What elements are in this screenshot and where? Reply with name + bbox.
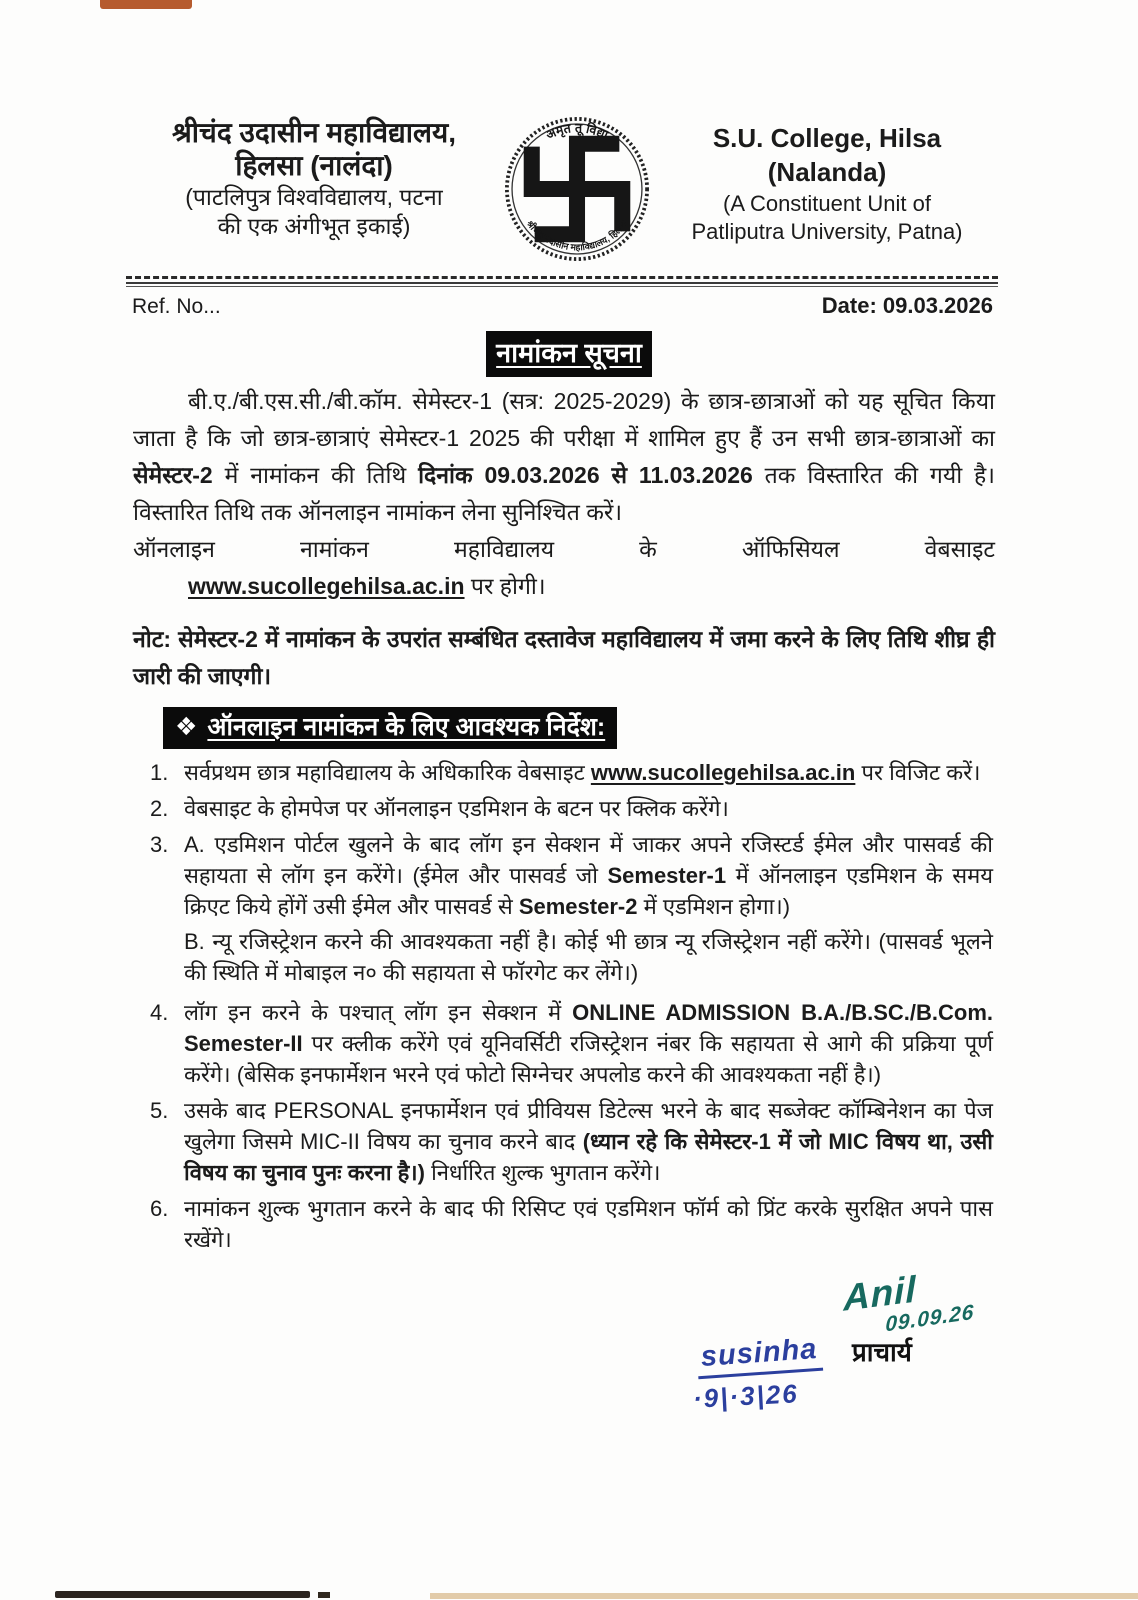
swastika-icon	[532, 144, 623, 235]
section-heading-row	[163, 707, 995, 749]
intro-text-1: बी.ए./बी.एस.सी./बी.कॉम. सेमेस्टर-1 (सत्र: 2025-2029) के छात्र-छात्राओं को यह सूचित किया जाता है कि जो छात्र-छात्राएं सेमेस्टर-1 2025 की परीक्षा में शामिल हुए हैं उन सभी छात्र-छात्राओं का	[133, 388, 995, 451]
college-name-english-block	[656, 116, 998, 247]
list-item-1	[150, 757, 993, 788]
principal-title: प्राचार्य	[852, 1337, 912, 1367]
item-number: 1.	[150, 760, 169, 785]
college-name-hindi: श्रीचंद उदासीन महाविद्यालय,	[171, 117, 457, 148]
letterhead	[130, 116, 998, 262]
item-body	[184, 1095, 993, 1188]
college-seal-svg	[504, 116, 650, 262]
item-3-part-a	[184, 829, 993, 922]
signature-zone	[0, 1265, 1138, 1455]
principal-signature-date: 09.09.26	[885, 1300, 975, 1337]
date-label: Date: 09.03.2026	[821, 293, 993, 318]
item-text: लॉग इन करने के पश्चात् लॉग इन सेक्शन में	[184, 1000, 573, 1025]
list-item-5	[150, 1095, 993, 1188]
college-location-english: (Nalanda)	[767, 156, 887, 187]
list-item-2	[150, 793, 993, 824]
ref-no-label: Ref. No...	[132, 295, 221, 318]
principal-signature: Anil	[842, 1268, 917, 1319]
item-number: 6.	[150, 1196, 169, 1221]
section-heading-box	[163, 707, 617, 749]
scan-artifact-bottom-dot	[318, 1592, 330, 1598]
notice-title: नामांकन सूचना	[486, 331, 652, 377]
section-heading-text: ऑनलाइन नामांकन के लिए आवश्यक निर्देश:	[207, 713, 606, 741]
title-row	[0, 331, 1138, 377]
header-separator	[126, 276, 998, 287]
list-item-4	[150, 997, 993, 1090]
list-item-3	[150, 829, 993, 992]
item-text: उसके बाद PERSONAL इनफार्मेशन एवं प्रीवियस डिटेल्स भरने के बाद सब्जेक्ट कॉम्बिनेशन का पेज खुलेगा जिसमे MIC-II विषय का चुनाव करने बाद	[184, 1098, 993, 1154]
intro-text-3: तक विस्तारित की गयी है। विस्तारित तिथि तक ऑनलाइन नामांकन लेना सुनिश्चित करें।	[133, 462, 995, 525]
scan-artifact-bottom-left	[55, 1591, 310, 1598]
meta-row	[132, 293, 993, 319]
item-text: पर क्लीक करेंगे एवं यूनिवर्सिटी रजिस्ट्रेशन नंबर कि सहायता से आगे की प्रक्रिया पूर्ण करेंगे। (बेसिक इनफार्मेशन भरने एवं फोटो सिग्नेचर अपलोड करने की आवश्यकता नहीं है।)	[184, 1031, 993, 1087]
item-body: वेबसाइट के होमपेज पर ऑनलाइन एडमिशन के बटन पर क्लिक करेंगे।	[184, 796, 729, 821]
website-paragraph-line2	[133, 568, 995, 605]
item-body	[184, 829, 993, 992]
item-3-part-b: B. न्यू रजिस्ट्रेशन करने की आवश्यकता नहीं है। कोई भी छात्र न्यू रजिस्ट्रेशन नहीं करेंगे। (पासवर्ड भूलने की स्थिति में मोबाइल न० की सहायता से फॉरगेट कर लेंगे।)	[184, 929, 993, 985]
college-name-english: S.U. College, Hilsa	[712, 123, 942, 153]
item-text: में ऑनलाइन एडमिशन के समय क्रिएट किये होंगें उसी ईमेल और पासवर्ड से	[184, 863, 993, 919]
item-text: सर्वप्रथम छात्र महाविद्यालय के अधिकारिक वेबसाइट	[184, 760, 591, 785]
college-affiliation-english-1: (A Constituent Unit of	[723, 190, 931, 216]
item-text-tail: पर विजिट करें।	[855, 760, 981, 785]
item-bold-semester1: Semester-1	[607, 863, 727, 888]
item-text: निर्धारित शुल्क भुगतान करेंगे।	[424, 1160, 661, 1185]
separator-solid-line	[126, 282, 998, 287]
college-affiliation-english-2: Patliputra University, Patna)	[691, 219, 963, 245]
college-affiliation-hindi-1: (पाटलिपुत्र विश्वविद्यालय, पटना	[185, 184, 443, 211]
item-body	[184, 757, 993, 788]
item-number: 3.	[150, 832, 169, 857]
college-name-hindi-block	[130, 116, 498, 240]
item-bold-online-admission: ONLINE ADMISSION B.A./B.SC./B.Com. Semester-II	[184, 1000, 993, 1056]
item-website-link: www.sucollegehilsa.ac.in	[590, 760, 856, 785]
intro-text-2: में नामांकन की तिथि	[212, 462, 419, 488]
item-bold-semester2: Semester-2	[518, 894, 638, 919]
item-text: में एडमिशन होगा।)	[637, 894, 791, 919]
office-signature: susinha	[696, 1333, 823, 1380]
item-body: नामांकन शुल्क भुगतान करने के बाद फी रिसिप्ट एवं एडमिशन फॉर्म को प्रिंट करके सुरक्षित अपने पास रखेंगे।	[184, 1196, 993, 1252]
list-item-6	[150, 1193, 993, 1255]
diamond-bullet-icon: ❖	[175, 713, 198, 741]
item-bold-mic-warning: (ध्यान रहे कि सेमेस्टर-1 में जो MIC विषय था, उसी विषय का चुनाव पुनः करना है।)	[184, 1129, 993, 1185]
seal-motto: अमृत तू विद्या	[543, 120, 611, 143]
website-text: ऑनलाइन नामांकन महाविद्यालय के ऑफिसियल वेबसाइट	[133, 536, 995, 562]
intro-paragraph	[133, 383, 995, 531]
item-number: 5.	[150, 1098, 169, 1123]
item-number: 2.	[150, 796, 169, 821]
website-tail: पर होगी।	[464, 573, 546, 599]
college-location-hindi: हिलसा (नालंदा)	[235, 150, 393, 182]
intro-bold-semester2: सेमेस्टर-2	[133, 462, 213, 488]
office-signature-date: ·9|·3|26	[692, 1378, 800, 1414]
item-body	[184, 997, 993, 1090]
item-text: A. एडमिशन पोर्टल खुलने के बाद लॉग इन सेक्शन में जाकर अपने रजिस्टर्ड ईमेल और पासवर्ड की सहायता से लॉग इन करेंगे। (ईमेल और पासवर्ड जो	[184, 832, 993, 888]
website-link: www.sucollegehilsa.ac.in	[188, 573, 465, 599]
college-affiliation-hindi-2: की एक अंगीभूत इकाई)	[217, 213, 411, 240]
scan-artifact-top	[100, 0, 192, 9]
item-number: 4.	[150, 1000, 169, 1025]
note-paragraph: नोट: सेमेस्टर-2 में नामांकन के उपरांत सम्बंधित दस्तावेज महाविद्यालय में जमा करने के लिए तिथि शीघ्र ही जारी की जाएगी।	[133, 626, 995, 689]
seal-ring-text: श्रीचन्द उदासीन महाविद्यालय, हिलसा	[524, 218, 630, 253]
college-seal	[504, 116, 650, 262]
website-paragraph-line1	[133, 531, 995, 568]
intro-bold-dates: दिनांक 09.03.2026 से 11.03.2026	[418, 462, 753, 488]
instructions-list	[150, 757, 993, 1255]
scan-artifact-bottom-right	[430, 1593, 1138, 1599]
